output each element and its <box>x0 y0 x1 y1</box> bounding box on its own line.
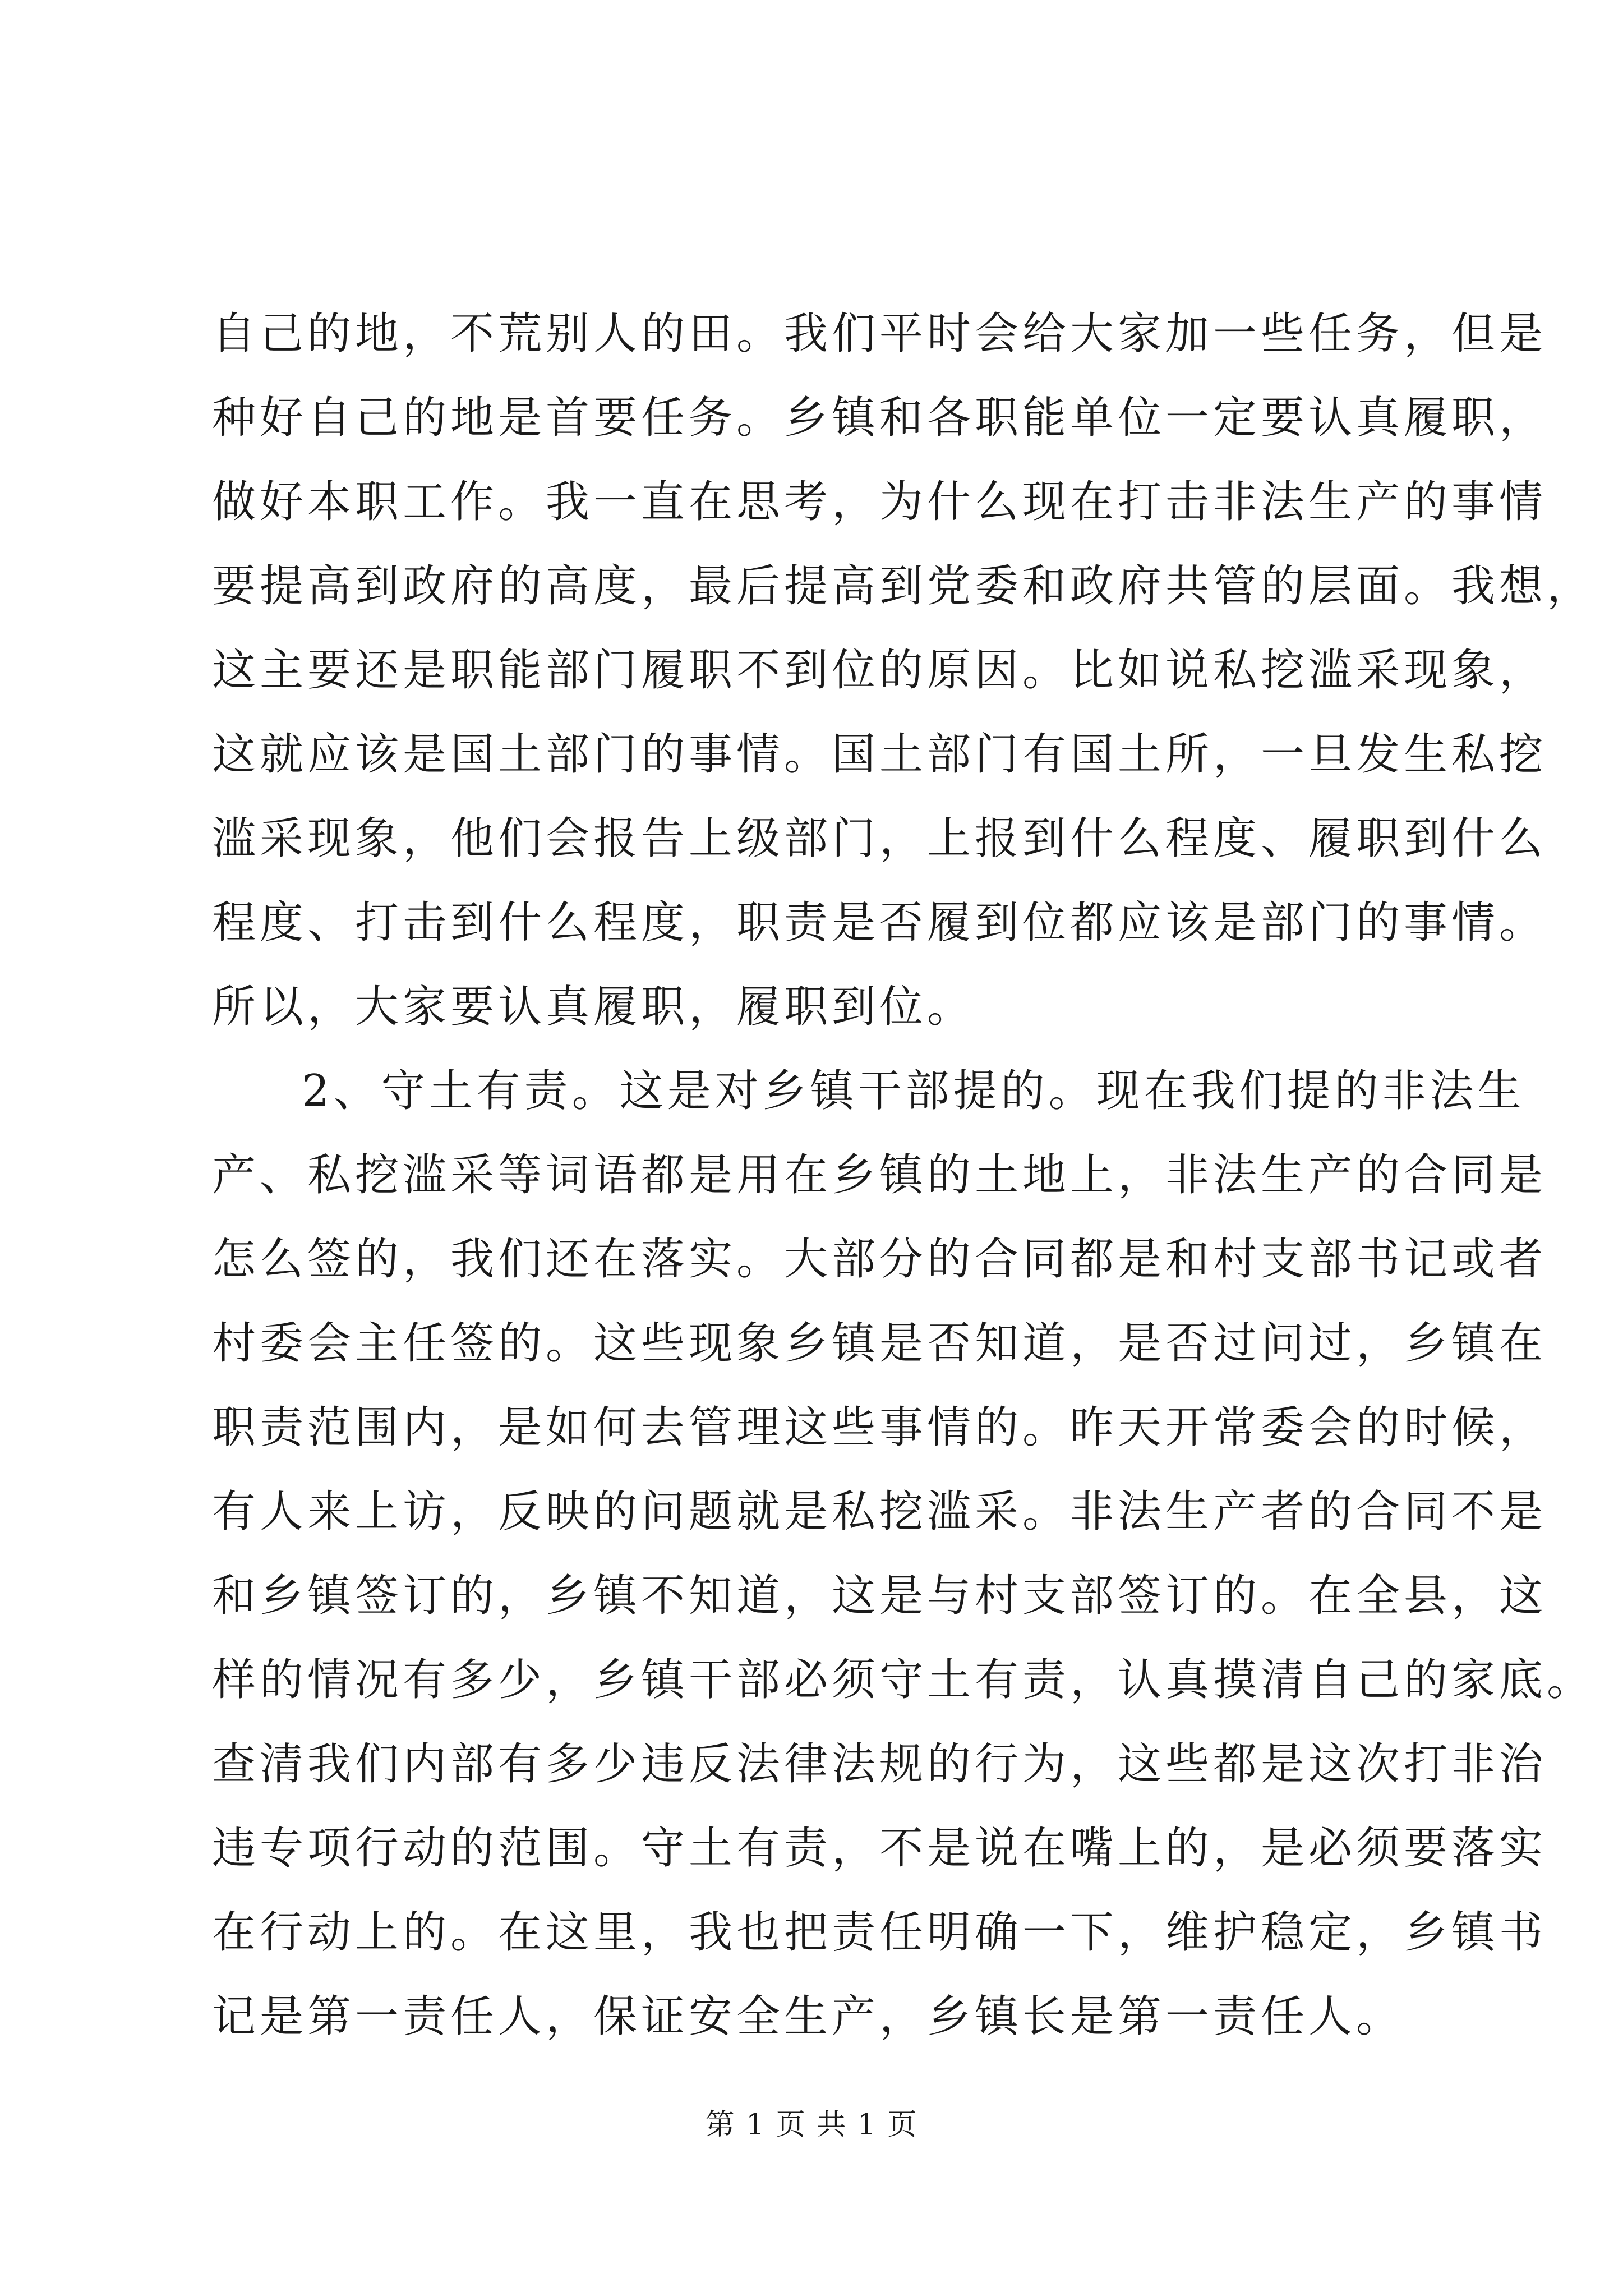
text-line: 滥采现象，他们会报告上级部门，上报到什么程度、履职到什么 <box>212 813 1547 864</box>
text-line: 要提高到政府的高度，最后提高到党委和政府共管的层面。我想， <box>212 561 1595 611</box>
text-line: 所以，大家要认真履职，履职到位。 <box>212 982 975 1032</box>
text-line: 违专项行动的范围。守土有责，不是说在嘴上的，是必须要落实 <box>212 1823 1547 1874</box>
text-line: 这就应该是国土部门的事情。国土部门有国土所，一旦发生私挖 <box>212 729 1547 780</box>
text-line: 怎么签的，我们还在落实。大部分的合同都是和村支部书记或者 <box>212 1234 1547 1285</box>
text-line: 职责范围内，是如何去管理这些事情的。昨天开常委会的时候， <box>212 1402 1547 1453</box>
text-line: 样的情况有多少，乡镇干部必须守土有责，认真摸清自己的家底。 <box>212 1655 1595 1705</box>
text-line: 产、私挖滥采等词语都是用在乡镇的土地上，非法生产的合同是 <box>212 1150 1547 1200</box>
text-line: 种好自己的地是首要任务。乡镇和各职能单位一定要认真履职， <box>212 393 1547 443</box>
text-line: 村委会主任签的。这些现象乡镇是否知道，是否过问过，乡镇在 <box>212 1318 1547 1369</box>
text-line: 记是第一责任人，保证安全生产，乡镇长是第一责任人。 <box>212 1991 1404 2042</box>
text-line: 自己的地，不荒别人的田。我们平时会给大家加一些任务，但是 <box>212 309 1547 359</box>
text-line: 这主要还是职能部门履职不到位的原因。比如说私挖滥采现象， <box>212 645 1547 696</box>
document-body <box>212 292 1595 2059</box>
text-line: 有人来上访，反映的问题就是私挖滥采。非法生产者的合同不是 <box>212 1487 1547 1537</box>
paragraph-start-line: 2、守土有责。这是对乡镇干部提的。现在我们提的非法生 <box>302 1066 1525 1116</box>
text-line: 程度、打击到什么程度，职责是否履到位都应该是部门的事情。 <box>212 898 1547 948</box>
text-line: 做好本职工作。我一直在思考，为什么现在打击非法生产的事情 <box>212 477 1547 527</box>
text-line: 和乡镇签订的，乡镇不知道，这是与村支部签订的。在全县，这 <box>212 1571 1547 1621</box>
text-line: 查清我们内部有多少违反法律法规的行为，这些都是这次打非治 <box>212 1739 1547 1789</box>
page-footer: 第 1 页 共 1 页 <box>705 2108 918 2142</box>
text-line: 在行动上的。在这里，我也把责任明确一下，维护稳定，乡镇书 <box>212 1907 1547 1958</box>
